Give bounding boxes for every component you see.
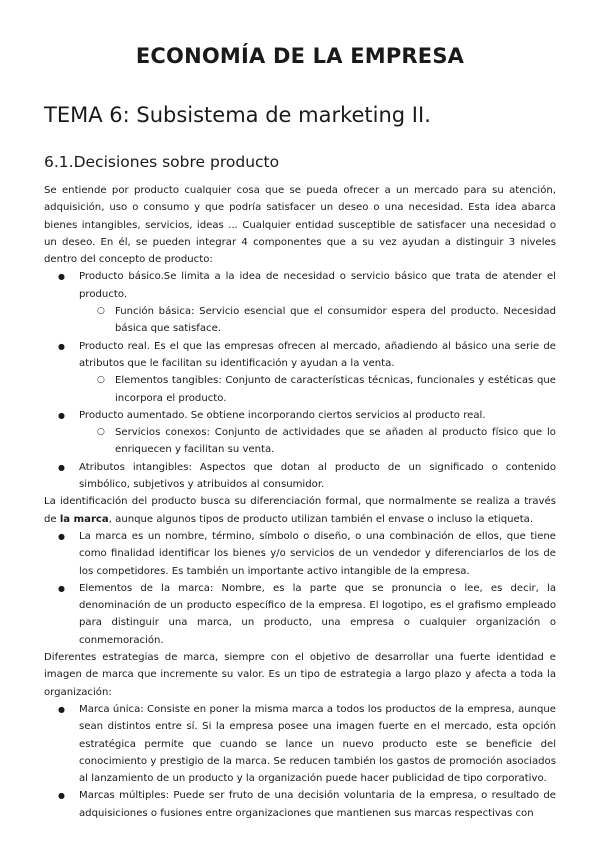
tema-heading: TEMA 6: Subsistema de marketing II.: [44, 103, 431, 127]
identification-text-end: , aunque algunos tipos de producto utilizan también el envase o incluso la etiqueta.: [108, 513, 534, 525]
list-item: ● Marca única: Consiste en poner la misma marca a todos los productos de la empresa, aunque sean distintos entre sí. Si la empresa posee una imagen fuerte en el mercado, esta opción estratégica permite que cuando se lance un nuevo producto este se beneficie del conocimiento y prestigio de la marca. Se reducen también los gastos de promoción asociados al lanzamiento de un producto y la organización puede hacer publicidad de tipo corporativo.: [44, 701, 556, 787]
list-item: ● Producto básico.Se limita a la idea de necesidad o servicio básico que trata de atender el producto.: [44, 268, 556, 303]
strategies-paragraph: Diferentes estrategias de marca, siempre con el objetivo de desarrollar una fuerte identidad e imagen de marca que incremente su valor. Es un tipo de estrategia a largo plazo y afecta a toda la organización:: [44, 652, 556, 698]
identification-text: La identificación del producto busca su diferenciación formal, que normalmente se realiza a través de: [44, 496, 556, 525]
identification-paragraph: [44, 493, 556, 528]
identification-bold: la marca: [59, 513, 109, 525]
product-levels-list: [44, 268, 556, 493]
list-item: ● Producto real. Es el que las empresas ofrecen al mercado, añadiendo al básico una serie de atributos que le facilitan su identificación y ayudan a la venta.: [44, 338, 556, 373]
list-item: ● La marca es un nombre, término, símbolo o diseño, o una combinación de ellos, que tiene como finalidad identificar los bienes y/o servicios de un vendedor y diferenciarlos de los de los competidores. Es también un importante activo intangible de la empresa.: [44, 528, 556, 580]
document-title: ECONOMÍA DE LA EMPRESA: [135, 44, 465, 68]
list-item: ● Elementos de la marca: Nombre, es la parte que se pronuncia o lee, es decir, la denominación de un producto específico de la empresa. El logotipo, es el grafismo empleado para distinguir una marca, un producto, una empresa o cualquier organización o conmemoración.: [44, 580, 556, 649]
sub-list-item: ○ Elementos tangibles: Conjunto de características técnicas, funcionales y estéticas que incorpora el producto.: [44, 372, 556, 407]
list-item: ● Atributos intangibles: Aspectos que dotan al producto de un significado o contenido simbólico, subjetivos y atribuidos al consumidor.: [44, 459, 556, 494]
strategies-list: [44, 701, 556, 822]
list-item: ● Producto aumentado. Se obtiene incorporando ciertos servicios al producto real.: [44, 407, 556, 424]
sub-list-item: ○ Función básica: Servicio esencial que el consumidor espera del producto. Necesidad básica que satisface.: [44, 303, 556, 338]
section-heading: 6.1.Decisiones sobre producto: [44, 153, 280, 171]
intro-paragraph: Se entiende por producto cualquier cosa que se pueda ofrecer a un mercado para su atención, adquisición, uso o consumo y que podría satisfacer un deseo o una necesidad. Esta idea abarca bienes intangibles, servicios, ideas ... Cualquier entidad susceptible de satisfacer una necesidad o un deseo. En él, se pueden integrar 4 componentes que a su vez ayudan a distinguir 3 niveles dentro del concepto de producto:: [44, 185, 556, 266]
brand-list: [44, 528, 556, 649]
document-body: [44, 182, 556, 822]
list-item: ● Marcas múltiples: Puede ser fruto de una decisión voluntaria de la empresa, o resultado de adquisiciones o fusiones entre organizaciones que mantienen sus marcas respectivas con: [44, 787, 556, 822]
sub-list-item: ○ Servicios conexos: Conjunto de actividades que se añaden al producto físico que lo enriquecen y facilitan su venta.: [44, 424, 556, 459]
